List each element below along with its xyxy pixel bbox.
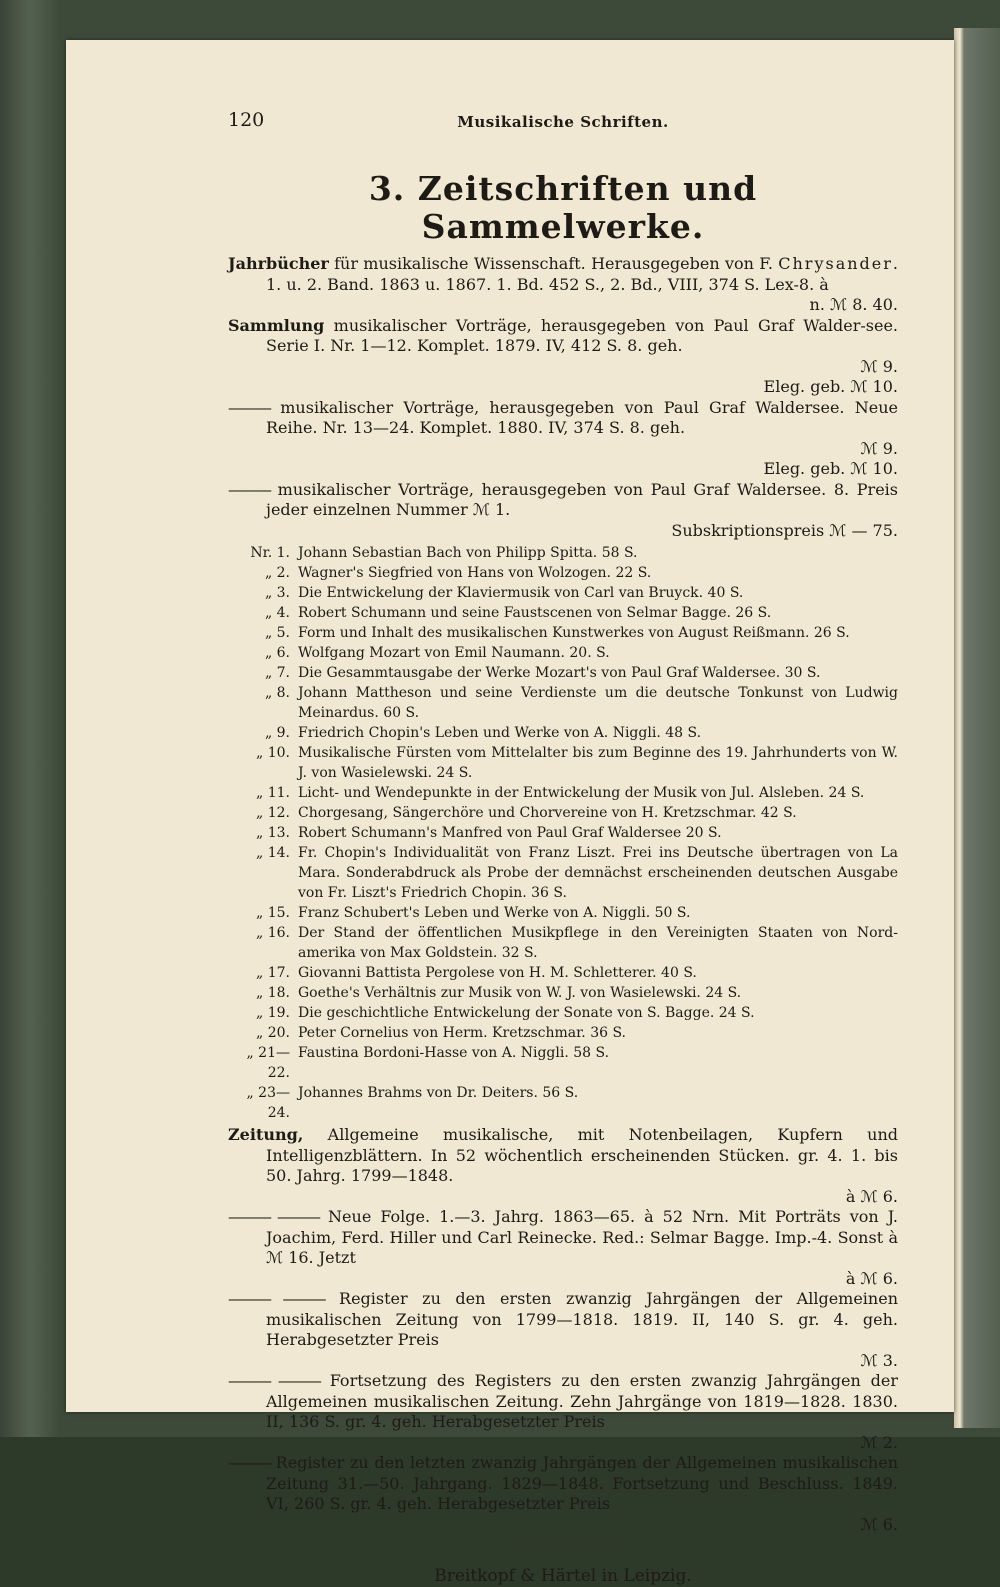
ditto-dash: ———: [228, 397, 270, 417]
item-number: „ 8.: [264, 685, 290, 701]
item-text: Faustina Bordoni-Hasse von A. Niggli. 58 S.: [298, 1045, 610, 1061]
item-number: „ 9.: [264, 725, 290, 741]
item-text: Fr. Chopin's Individualität von Franz Liszt. Frei ins Deutsche übertragen von La Mara. Sonderabdruck als Probe der demnächst erscheinenden deutschen Ausgabe von Fr. Liszt's Friedrich Chopin. 36 S.: [298, 845, 898, 901]
entry-text: . 1. u. 2. Band. 1863 u. 1867. 1. Bd. 452 S., 2. Bd.,: [266, 254, 898, 294]
list-item: [228, 1023, 898, 1043]
list-item: [228, 963, 898, 983]
list-item: [228, 1083, 898, 1123]
entry-zeitung-3: [228, 1289, 898, 1351]
item-text: Johannes Brahms von Dr. Deiters. 56 S.: [298, 1085, 579, 1101]
item-text: Peter Cornelius von Herm. Kretzschmar. 36 S.: [298, 1025, 627, 1041]
list-item: [228, 1003, 898, 1023]
list-item: [228, 623, 898, 643]
item-text: Die Entwickelung der Klaviermusik von Carl van Bruyck. 40 S.: [298, 585, 744, 601]
entry-price: à ℳ 6.: [845, 1186, 898, 1206]
list-item: [228, 643, 898, 663]
item-number: „ 12.: [256, 805, 290, 821]
list-item: [228, 663, 898, 683]
entry-price: ℳ 9.: [860, 438, 898, 458]
item-number: „ 11.: [256, 785, 290, 801]
entry-text: Register zu den letzten zwanzig Jahrgängen der Allgemeinen musikalischen Zeitung 31.—50. Jahrgang. 1829—1848. Fortsetzung und Beschluss. 1849. VI, 260 S. gr. 4. geh. Herabgesetzter Preis: [266, 1453, 898, 1513]
entry-text: musikalischer Vorträge, herausgegeben von Paul Graf Waldersee. Neue Reihe. Nr. 13—24. Komplet. 1880. IV, 374 S. 8. geh.: [266, 397, 898, 437]
entry-price: ℳ 3.: [860, 1350, 898, 1370]
item-number: „ 13.: [256, 825, 290, 841]
ditto-dash: ———: [228, 479, 270, 499]
entry-sammlung-1: [228, 316, 898, 357]
entry-text: musikalischer Vorträge, herausgegeben von Paul Graf Walder-see. Serie I. Nr. 1—12. Komplet. 1879. IV, 412 S. 8. geh.: [266, 315, 898, 355]
list-item: [228, 903, 898, 923]
item-number: „ 5.: [264, 625, 290, 641]
item-text: Robert Schumann und seine Faustscenen von Selmar Bagge. 26 S.: [298, 605, 772, 621]
entry-head: Zeitung,: [228, 1125, 304, 1144]
item-number: „ 2.: [264, 565, 290, 581]
item-number: „ 19.: [256, 1005, 290, 1021]
entry-text: für musikalische Wissenschaft. Herausgegeben von: [328, 254, 754, 273]
entry-price: Eleg. geb. ℳ 10.: [763, 377, 898, 396]
entry-sammlung-3: [228, 480, 898, 521]
entry-price: à ℳ 6.: [845, 1268, 898, 1288]
item-text: Der Stand der öffentlichen Musikpflege in den Vereinigten Staaten von Nord-amerika von Max Goldstein. 32 S.: [298, 925, 898, 961]
item-text: Chorgesang, Sängerchöre und Chorvereine von H. Kretzschmar. 42 S.: [298, 805, 797, 821]
ditto-dash: ——— ———: [228, 1371, 320, 1390]
item-number: „ 21—22.: [246, 1045, 290, 1081]
item-text: Johann Mattheson und seine Verdienste um die deutsche Tonkunst von Ludwig Meinardus. 60 S.: [298, 685, 898, 721]
item-text: Goethe's Verhältnis zur Musik von W. J. von Wasielewski. 24 S.: [298, 985, 742, 1001]
entry-price: n. ℳ 8. 40.: [809, 295, 898, 314]
item-number: „ 7.: [264, 665, 290, 681]
item-number: „ 4.: [264, 605, 290, 621]
publisher-footer: Breitkopf & Härtel in Leipzig.: [434, 1566, 692, 1586]
item-text: Die Gesammtausgabe der Werke Mozart's von Paul Graf Waldersee. 30 S.: [298, 665, 821, 681]
list-item: [228, 583, 898, 603]
entry-text: Register zu den ersten zwanzig Jahrgängen der Allgemeinen musikalischen Zeitung von 1799—1818. 1819. II, 140 S. gr. 4. geh. Herabgesetzter Preis: [266, 1289, 898, 1349]
list-item: [228, 563, 898, 583]
list-item: [228, 783, 898, 803]
entry-price: ℳ 2.: [860, 1432, 898, 1452]
entry-text: Allgemeine musikalische, mit Notenbeilagen, Kupfern und Intelligenzblättern. In 52 wöchentlich erscheinenden Stücken. gr. 4. 1. bis 50. Jahrg. 1799—1848.: [266, 1125, 898, 1185]
item-text: Friedrich Chopin's Leben und Werke von A. Niggli. 48 S.: [298, 725, 702, 741]
page-header: [228, 110, 898, 140]
entry-text: musikalischer Vorträge, herausgegeben von Paul Graf Waldersee. 8. Preis jeder einzelnen Nummer ℳ 1.: [266, 479, 898, 519]
item-number: „ 18.: [256, 985, 290, 1001]
item-text: Die geschichtliche Entwickelung der Sonate von S. Bagge. 24 S.: [298, 1005, 755, 1021]
item-text: Wolfgang Mozart von Emil Naumann. 20. S.: [298, 645, 610, 661]
editor-name: Chrysander: [778, 254, 893, 273]
item-text: Franz Schubert's Leben und Werke von A. Niggli. 50 S.: [298, 905, 691, 921]
entry-sammlung-2: [228, 398, 898, 439]
running-head: Musikalische Schriften.: [457, 113, 669, 131]
list-item: [228, 683, 898, 723]
entry-head: Jahrbücher: [228, 254, 329, 273]
series-list: [228, 543, 898, 1123]
item-text: Robert Schumann's Manfred von Paul Graf Waldersee 20 S.: [298, 825, 722, 841]
list-item: [228, 743, 898, 783]
list-item: [228, 823, 898, 843]
item-text: Licht- und Wendepunkte in der Entwickelung der Musik von Jul. Alsleben. 24 S.: [298, 785, 865, 801]
list-item: [228, 803, 898, 823]
item-number: „ 14.: [256, 845, 290, 861]
list-item: [228, 543, 898, 563]
entry-price: Eleg. geb. ℳ 10.: [763, 459, 898, 478]
page-number: 120: [228, 109, 265, 131]
entry-price: Subskriptionspreis ℳ — 75.: [671, 520, 898, 540]
entry-zeitung-2: [228, 1207, 898, 1269]
ditto-dash: ——— ———: [228, 1207, 320, 1226]
entry-jahrbuecher: [228, 254, 898, 295]
item-number: „ 20.: [256, 1025, 290, 1041]
entry-text: Fortsetzung des Registers zu den ersten zwanzig Jahrgängen der Allgemeinen musikalischen Zeitung. Zehn Jahrgänge von 1819—1828. 1830. II, 136 S. gr. 4. geh. Herabgesetzter Preis: [266, 1371, 898, 1431]
item-text: Musikalische Fürsten vom Mittelalter bis zum Beginne des 19. Jahrhunderts von W. J. von Wasielewski. 24 S.: [298, 745, 898, 781]
entry-head: Sammlung: [228, 315, 325, 335]
item-number: „ 23—24.: [246, 1085, 290, 1121]
entry-zeitung-5: [228, 1453, 898, 1515]
item-number: „ 17.: [256, 965, 290, 981]
page-text: [228, 110, 898, 1587]
item-number: „ 6.: [264, 645, 290, 661]
footer-rule: [503, 1543, 623, 1544]
item-text: Wagner's Siegfried von Hans von Wolzogen. 22 S.: [298, 565, 652, 581]
entry-price: ℳ 6.: [860, 1514, 898, 1534]
item-text: Johann Sebastian Bach von Philipp Spitta. 58 S.: [298, 545, 638, 561]
list-item: [228, 603, 898, 623]
list-item: [228, 843, 898, 903]
item-number: Nr. 1.: [250, 545, 290, 561]
entry-zeitung-4: [228, 1371, 898, 1433]
list-item: [228, 723, 898, 743]
ditto-dash: ——— ———: [228, 1289, 325, 1308]
item-text: Form und Inhalt des musikalischen Kunstwerkes von August Reißmann. 26 S.: [298, 625, 850, 641]
item-text: Giovanni Battista Pergolese von H. M. Schletterer. 40 S.: [298, 965, 697, 981]
ditto-dash: ———: [228, 1453, 270, 1472]
list-item: [228, 983, 898, 1003]
entry-text: Neue Folge. 1.—3. Jahrg. 1863—65. à 52 Nrn. Mit Porträts von J. Joachim, Ferd. Hiller und Carl Reinecke. Red.: Selmar Bagge. Imp.-4. Sonst à ℳ 16. Jetzt: [266, 1207, 899, 1267]
item-number: „ 10.: [256, 745, 290, 761]
section-title: 3. Zeitschriften und Sammelwerke.: [368, 169, 758, 246]
item-number: „ 3.: [264, 585, 290, 601]
list-item: [228, 923, 898, 963]
entry-zeitung-1: [228, 1125, 898, 1187]
entry-text: F.: [759, 254, 779, 273]
page-edge: [954, 28, 1000, 1428]
entry-text: VIII, 374 S. Lex-8. à: [667, 274, 829, 294]
item-number: „ 16.: [256, 925, 290, 941]
list-item: [228, 1043, 898, 1083]
item-number: „ 15.: [256, 905, 290, 921]
entry-price: ℳ 9.: [860, 356, 898, 376]
